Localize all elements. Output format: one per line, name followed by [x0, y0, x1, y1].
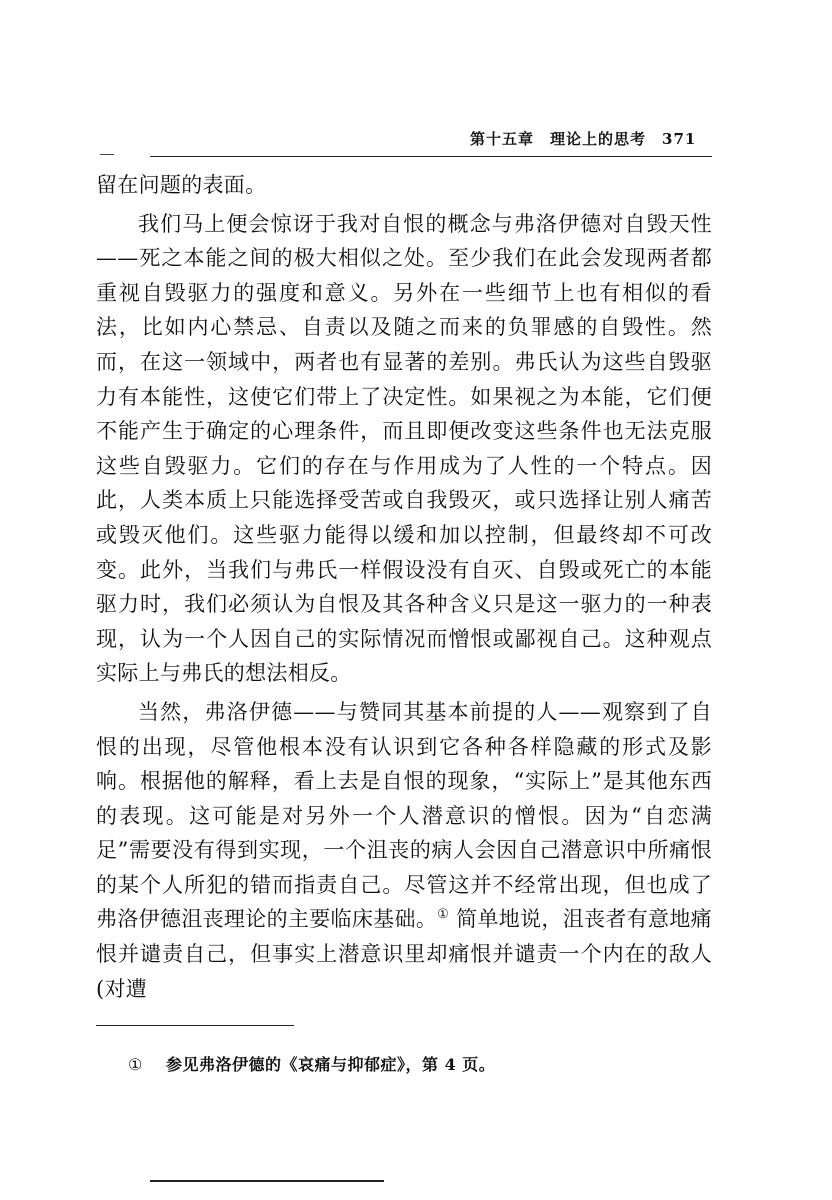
footnote — [128, 1052, 495, 1075]
running-header — [470, 128, 696, 149]
bottom-rule — [150, 1180, 384, 1182]
paragraph-text-continued: 简单地说，沮丧者有意地痛恨并谴责自己，但事实上潜意识里却痛恨并谴责一个内在的敌人(对遭 — [96, 907, 712, 1001]
page-number: 371 — [662, 130, 697, 148]
paragraph: 我们马上便会惊讶于我对自恨的概念与弗洛伊德对自毁天性——死之本能之间的极大相似之处。至少我们在此会发现两者都重视自毁驱力的强度和意义。另外在一些细节上也有相似的看法，比如内心禁忌、自责以及随之而来的负罪感的自毁性。然而，在这一领域中，两者也有显著的差别。弗氏认为这些自毁驱力有本能性，这使它们带上了决定性。如果视之为本能，它们便不能产生于确定的心理条件，而且即便改变这些条件也无法克服这些自毁驱力。它们的存在与作用成为了人性的一个特点。因此，人类本质上只能选择受苦或自我毁灭，或只选择让别人痛苦或毁灭他们。这些驱力能得以缓和加以控制，但最终却不可改变。此外，当我们与弗氏一样假设没有自灭、自毁或死亡的本能驱力时，我们必须认为自恨及其各种含义只是这一驱力的一种表现，认为一个人因自己的实际情况而憎恨或鄙视自己。这种观点实际上与弗氏的想法相反。 — [96, 211, 712, 686]
chapter-title: 第十五章 理论上的思考 — [470, 130, 647, 148]
paragraph-text: 当然，弗洛伊德——与赞同其基本前提的人——观察到了自恨的出现，尽管他根本没有认识到它各种各样隐藏的形式及影响。根据他的解释，看上去是自恨的现象，“实际上”是其他东西的表现。这可能是对另外一个人潜意识的憎恨。因为“自恋满足”需要没有得到实现，一个沮丧的病人会因自己潜意识中所痛恨的某个人所犯的错而指责自己。尽管这并不经常出现，但也成了弗洛伊德沮丧理论的主要临床基础。 — [96, 699, 712, 932]
header-rule — [150, 156, 712, 157]
footnote-text: 参见弗洛伊德的《哀痛与抑郁症》，第 4 页。 — [166, 1055, 496, 1074]
paragraph-with-note — [96, 695, 712, 1006]
header-mark — [100, 154, 114, 155]
paragraph-continuation: 留在问题的表面。 — [96, 173, 267, 197]
footnote-marker: ① — [128, 1055, 143, 1074]
footnote-rule — [96, 1025, 294, 1026]
body-text — [96, 168, 712, 1006]
footnote-reference: ① — [437, 907, 450, 923]
